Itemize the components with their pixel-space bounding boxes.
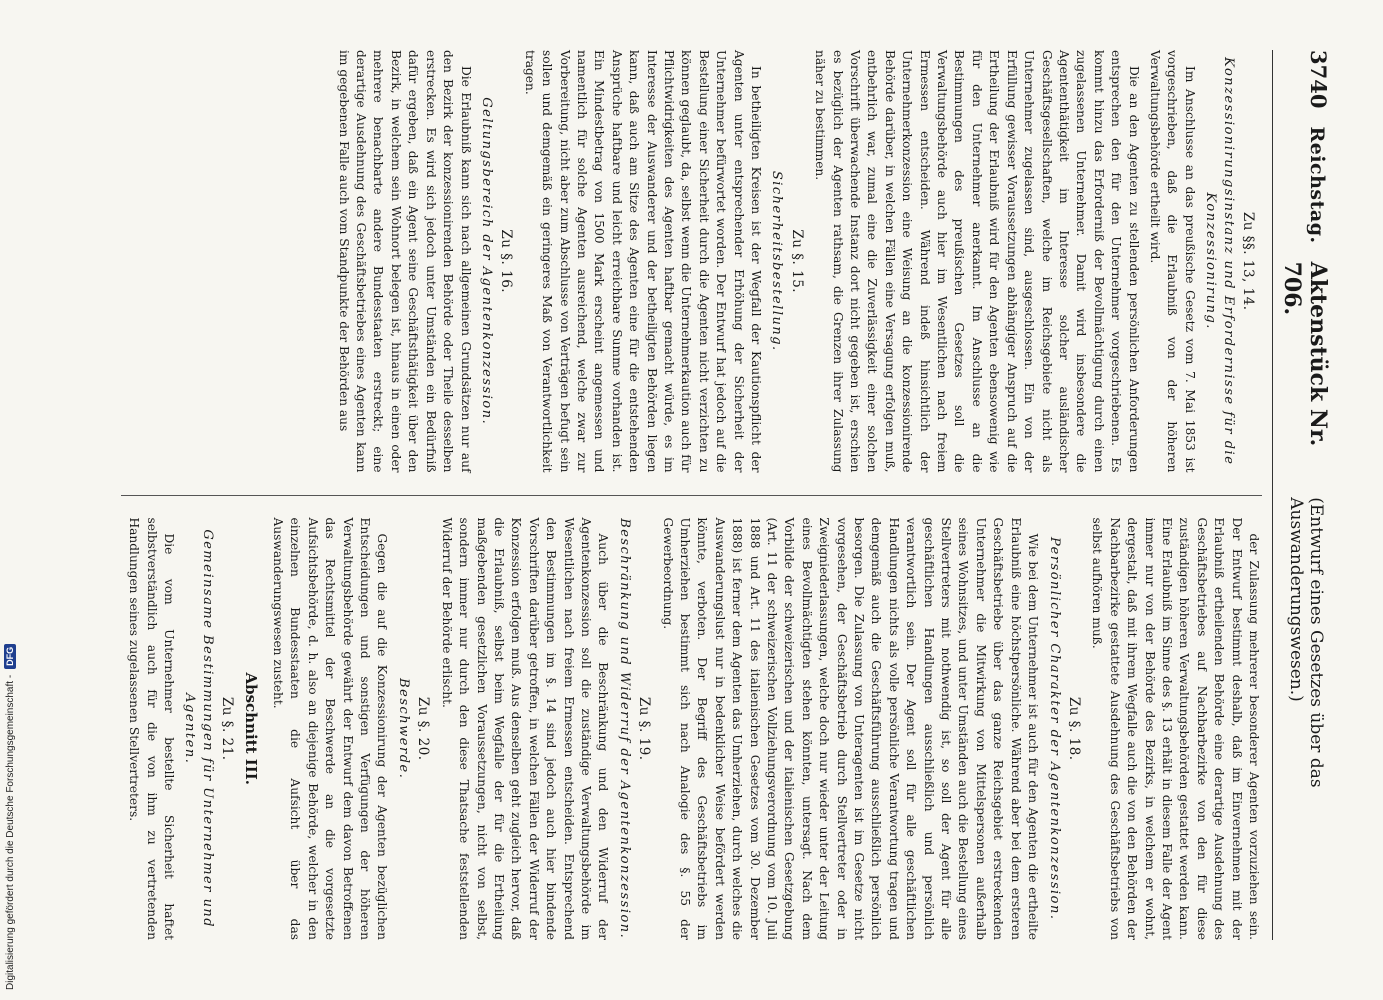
paragraph: Wie bei dem Unternehmer ist auch für den Agenten die ertheilte Erlaubniß eine höchstpersönliche. Während aber bei dem ersteren Geschäftsbetriebe über das ganze Reichsgebiet erstreckenden Unternehmer die Mitwirkung von Mittelspersonen außerhalb seines Wohnsitzes, und unter Umständen auch die Bestellung eines Stellvertreters mit nothwendig ist, so soll der Agent für alle geschäftlichen Handlungen ausschließlich und persönlich verantwortlich sein. Der Agent soll für alle geschäftlichen Handlungen nichts als volle persönliche Verantwortung tragen und demgemäß auch die Geschäftsführung ausschließlich persönlich besorgen. Die Zulassung von Unteragenten ist im Gesetze nicht vorgesehen, der Geschäftsbetrieb durch Stellvertreter oder in Zweigniederlassungen, welche doch nur wieder unter der Leitung eines Bevollmächtigten stehen könnten, untersagt. Nach dem Vorbilde der schweizerischen und der italienischen Gesetzgebung (Art. 11 der schweizerischen Vollziehungsverordnung vom 10. Juli 1888 und Art. 11 des italienischen Gesetzes vom 30. Dezember 1888) ist ferner dem Agenten das Umherziehen, durch welches die Auswanderungslust nur in bedenklicher Weise befördert werden könnte, verboten. Der Begriff des Geschäftsbetriebs im Umherziehen bestimmt sich nach Analogie des §. 55 der Gewerbeordnung. bbox=[660, 517, 1041, 940]
section-subheading: Geltungsbereich der Agentenkonzession. bbox=[478, 97, 494, 426]
section-heading: Zu §. 19. bbox=[636, 696, 653, 761]
paragraph: Die vom Unternehmer bestellte Sicherheit haftet selbstverständlich auch für die von ihm zu vertretenden Handlungen seines zugelassenen Stellvertreters. bbox=[127, 517, 177, 940]
section-subheading: Beschränkung und Widerruf der Agentenkonzession. bbox=[616, 518, 632, 940]
paragraph: Auch über die Beschränkung und den Widerruf der Agentenkonzession soll die zuständige Verwaltungsbehörde im Wesentlichen nach freiem Ermessen entscheiden. Entsprechend den Bestimmungen im §. 14 sind jedoch auch hier bindende Vorschriften darüber getroffen, in welchen Fällen der Widerruf der Konzession erfolgen muß. Aus denselben geht zugleich hervor, daß die Erlaubniß, selbst beim Wegfalle der für die Ertheilung maßgebenden gesetzlichen Voraussetzungen, nicht von selbst, sondern immer nur durch den diese Thatsache feststellenden Widerruf der Behörde erlischt. bbox=[439, 517, 611, 940]
section-heading: Zu §. 15. bbox=[788, 229, 805, 294]
paragraph: In betheiligten Kreisen ist der Wegfall der Kautionspflicht der Agenten unter entsprechender Erhöhung der Sicherheit der Unternehmer befürwortet worden. Der Entwurf hat jedoch auf die Bestellung einer Sicherheit durch die Agenten nicht verzichten zu können geglaubt, da, selbst wenn die Unternehmerkaution auch für Pflichtwidrigkeiten des Agenten haftbar gemacht würde, es im Interesse der Auswanderer und der betheiligten Behörden liegen kann, daß auch am Sitze des Agenten eine für die entstehenden Ansprüche haftbare und leicht erreichbare Summe vorhanden ist. Ein Mindestbetrag von 1500 Mark erscheint angemessen und namentlich für solche Agenten ausreichend, welche zwar zur Vorbereitung, nicht aber zum Abschlusse von Verträgen befugt sein sollen und demgemäß ein geringeres Maß von Verantwortlichkeit tragen. bbox=[522, 50, 764, 473]
page-header bbox=[1272, 50, 1331, 940]
paragraph: Im Anschlusse an das preußische Gesetz vom 7. Mai 1853 ist vorgeschrieben, daß die Erlaubniß von der höheren Verwaltungsbehörde ertheilt wird. bbox=[1147, 50, 1197, 473]
section-heading: Zu §§. 13, 14. bbox=[1240, 211, 1256, 311]
section-heading: Zu §. 18. bbox=[1065, 696, 1082, 761]
section-heading: Zu §. 16. bbox=[498, 229, 515, 294]
section-subheading: Sicherheitsbestellung. bbox=[769, 170, 785, 352]
part-heading: Abschnitt III. bbox=[241, 672, 260, 786]
left-column bbox=[121, 50, 1262, 473]
paragraph: Gegen die auf die Konzessionirung der Agenten bezüglichen Entscheidungen und sonstigen Verfügungen der höheren Verwaltungsbehörde gewährt der Entwurf dem davon Betroffenen das Rechtsmittel der Beschwerde an die vorgesetzte Aufsichtsbehörde, d. h. also an diejenige Behörde, welcher in den einzelnen Bundesstaaten die Aufsicht über das Auswanderungswesen zusteht. bbox=[271, 517, 390, 940]
footer-text: Digitalisierung gefördert durch die Deutsche Forschungsgemeinschaft - bbox=[4, 674, 16, 990]
paragraph: Die an den Agenten zu stellenden persönlichen Anforderungen entsprechen den für den Unternehmer vorgeschriebenen. Es kommt hinzu das Erforderniß der Bevollmächtigung durch einen zugelassenen Unternehmer. Damit wird insbesondere die Agententhätigkeit im Interesse solcher ausländischer Geschäftsgesellschaften, welche im Reichsgebiete nicht als Unternehmer zugelassen sind, ausgeschlossen. Ein von der Erfüllung gewisser Voraussetzungen abhängiger Anspruch auf die Ertheilung der Erlaubniß wird für den Agenten ebensowenig wie für den Unternehmer anerkannt. Im Anschlusse an die Bestimmungen des preußischen Gesetzes soll die Verwaltungsbehörde auch hier im Wesentlichen nach freiem Ermessen entscheiden. Während indeß hinsichtlich der Unternehmerkonzession eine Weisung an die konzessionirende Behörde darüber, in welchen Fällen eine Versagung erfolgen muß, entbehrlich war, zumal eine die Zuverlässigkeit einer solchen Vorschrift überwachende Instanz dort nicht gegeben ist, erschien es bezüglich der Agenten rathsam, die Grenzen ihrer Zulassung näher zu bestimmen. bbox=[813, 50, 1141, 473]
document-subtitle: (Entwurf eines Gesetzes über das Auswanderungswesen.) bbox=[1286, 497, 1326, 788]
section-subheading: Konzessionirungsinstanz und Erfordernisse für die Konzessionirung. bbox=[1203, 57, 1236, 466]
page-number: 3740 bbox=[1306, 50, 1331, 109]
dfg-logo: DFG bbox=[4, 644, 16, 669]
document-number: Aktenstück Nr. 706. bbox=[1279, 261, 1331, 447]
section-heading: Zu §. 21. bbox=[219, 696, 236, 761]
column-divider bbox=[121, 495, 1262, 496]
section-subheading: Beschwerde. bbox=[395, 678, 411, 780]
section-subheading: Gemeinsame Bestimmungen für Unternehmer und Agenten. bbox=[182, 529, 215, 929]
publication-name: Reichstag. bbox=[1306, 126, 1328, 244]
text-columns bbox=[121, 40, 1262, 950]
section-heading: Zu §. 20. bbox=[415, 696, 432, 761]
section-subheading: Persönlicher Charakter der Agentenkonzession. bbox=[1046, 536, 1062, 921]
paragraph: Die Erlaubniß kann sich nach allgemeinen Grundsätzen nur auf den Bezirk der konzessionirenden Behörde oder Theile desselben erstrecken. Es wird sich jedoch unter Umständen ein Bedürfniß dafür ergeben, daß ein Agent seine Geschäftsthätigkeit über den Bezirk, in welchem sein Wohnort belegen ist, hinaus in einen oder mehrere benachbarte andere Bundesstaaten erstreckt; eine derartige Ausdehnung des Geschäftsbetriebes eines Agenten kann im gegebenen Falle auch vom Standpunkte der Behörden aus bbox=[336, 50, 473, 473]
right-column bbox=[121, 518, 1262, 941]
paragraph: der Zulassung mehrerer besonderer Agenten vorzuziehen sein. Der Entwurf bestimmt deshalb, daß im Einvernehmen mit der Erlaubniß ertheilenden Behörde eine derartige Ausdehnung des Geschäftsbetriebes auf Nachbarbezirke von den für diese zuständigen höheren Verwaltungsbehörden gestattet werden kann. Eine Erlaubniß im Sinne des §. 13 erhält in diesem Falle der Agent immer nur von der Behörde des Bezirks, in welchem er wohnt, dergestalt, daß mit ihrem Wegfalle auch die von den Behörden der Nachbarbezirke gestattete Ausdehnung des Geschäftsbetriebs von selbst aufhören muß. bbox=[1090, 517, 1261, 940]
footer-credit bbox=[4, 644, 16, 990]
